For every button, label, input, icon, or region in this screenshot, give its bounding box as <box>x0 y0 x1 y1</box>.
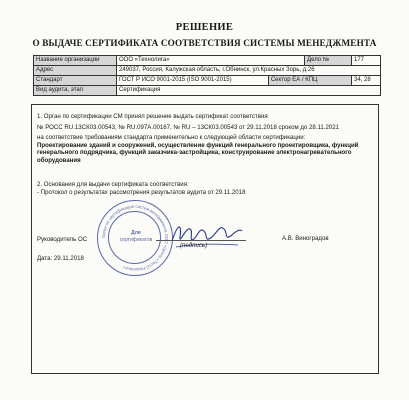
paragraph-2: 2. Основания для выдачи сертификата соответствия: <box>37 181 189 188</box>
signatory-role: Руководитель ОС <box>37 236 88 243</box>
sector-value: 34, 28 <box>352 76 381 86</box>
table-row <box>34 76 381 86</box>
basis-item: - Протокол о результатах рассмотрения результатов аудита от 29.11.2018 <box>37 189 246 196</box>
paragraph-1: 1. Орган по сертификации СМ принял решение выдать сертификат соответствия <box>37 113 268 120</box>
decision-date: Дата: 29.11.2018 <box>37 255 84 262</box>
stamp-ring-text: Орган по сертификации систем менеджмента ООО «Центр «ТестС-Поволжье» <box>100 203 170 273</box>
org-label: Название организации <box>34 56 117 66</box>
stamp-center-top: Для <box>131 230 141 236</box>
case-value: 177 <box>352 56 381 66</box>
standard-value: ГОСТ Р ИСО 9001-2015 (ISO 9001-2015) <box>117 76 269 86</box>
signature-line <box>156 240 246 241</box>
document-title: РЕШЕНИЕ <box>175 22 234 33</box>
audit-value: Сертификация <box>117 86 381 96</box>
stamp-center-bottom: сертификатов <box>119 237 153 243</box>
address-value: 249037, Россия, Калужская область, г.Обнинск, ул.Красных Зорь, д.26 <box>117 66 381 76</box>
standard-label: Стандарт <box>34 76 117 86</box>
audit-label: Вид аудита, этап <box>34 86 117 96</box>
address-label: Адрес <box>34 66 117 76</box>
table-row <box>34 86 381 96</box>
table-row <box>34 66 381 76</box>
org-value: ООО «Технолига» <box>117 56 305 66</box>
certification-scope: Проектирование зданий и сооружений, осуществление функций генерального проектировщика, функций генерального подрядчика, функций заказчика-застройщика, конструирование электронагревательного оборудования <box>37 142 359 164</box>
organization-info-table <box>33 55 381 96</box>
certificate-numbers: № РОСС RU.13СК03.00543, № RU.097А.00167, № RU – 13СК03.00543 от 29.11.2018 сроком до 28.11.2021 <box>37 124 340 131</box>
signatory-name: А.В. Виноградов <box>282 235 329 242</box>
case-label: Дело № <box>305 56 352 66</box>
sector-label: Сектор ЕА / КПЦ <box>268 76 351 86</box>
scope-intro: на соответствие требованиям стандарта применительно к следующей области сертификации: <box>37 134 306 141</box>
table-row <box>34 56 381 66</box>
signature-caption: (подпись) <box>180 242 208 249</box>
document-subtitle: О ВЫДАЧЕ СЕРТИФИКАТА СООТВЕТСТВИЯ СИСТЕМЫ МЕНЕДЖМЕНТА <box>32 38 377 48</box>
